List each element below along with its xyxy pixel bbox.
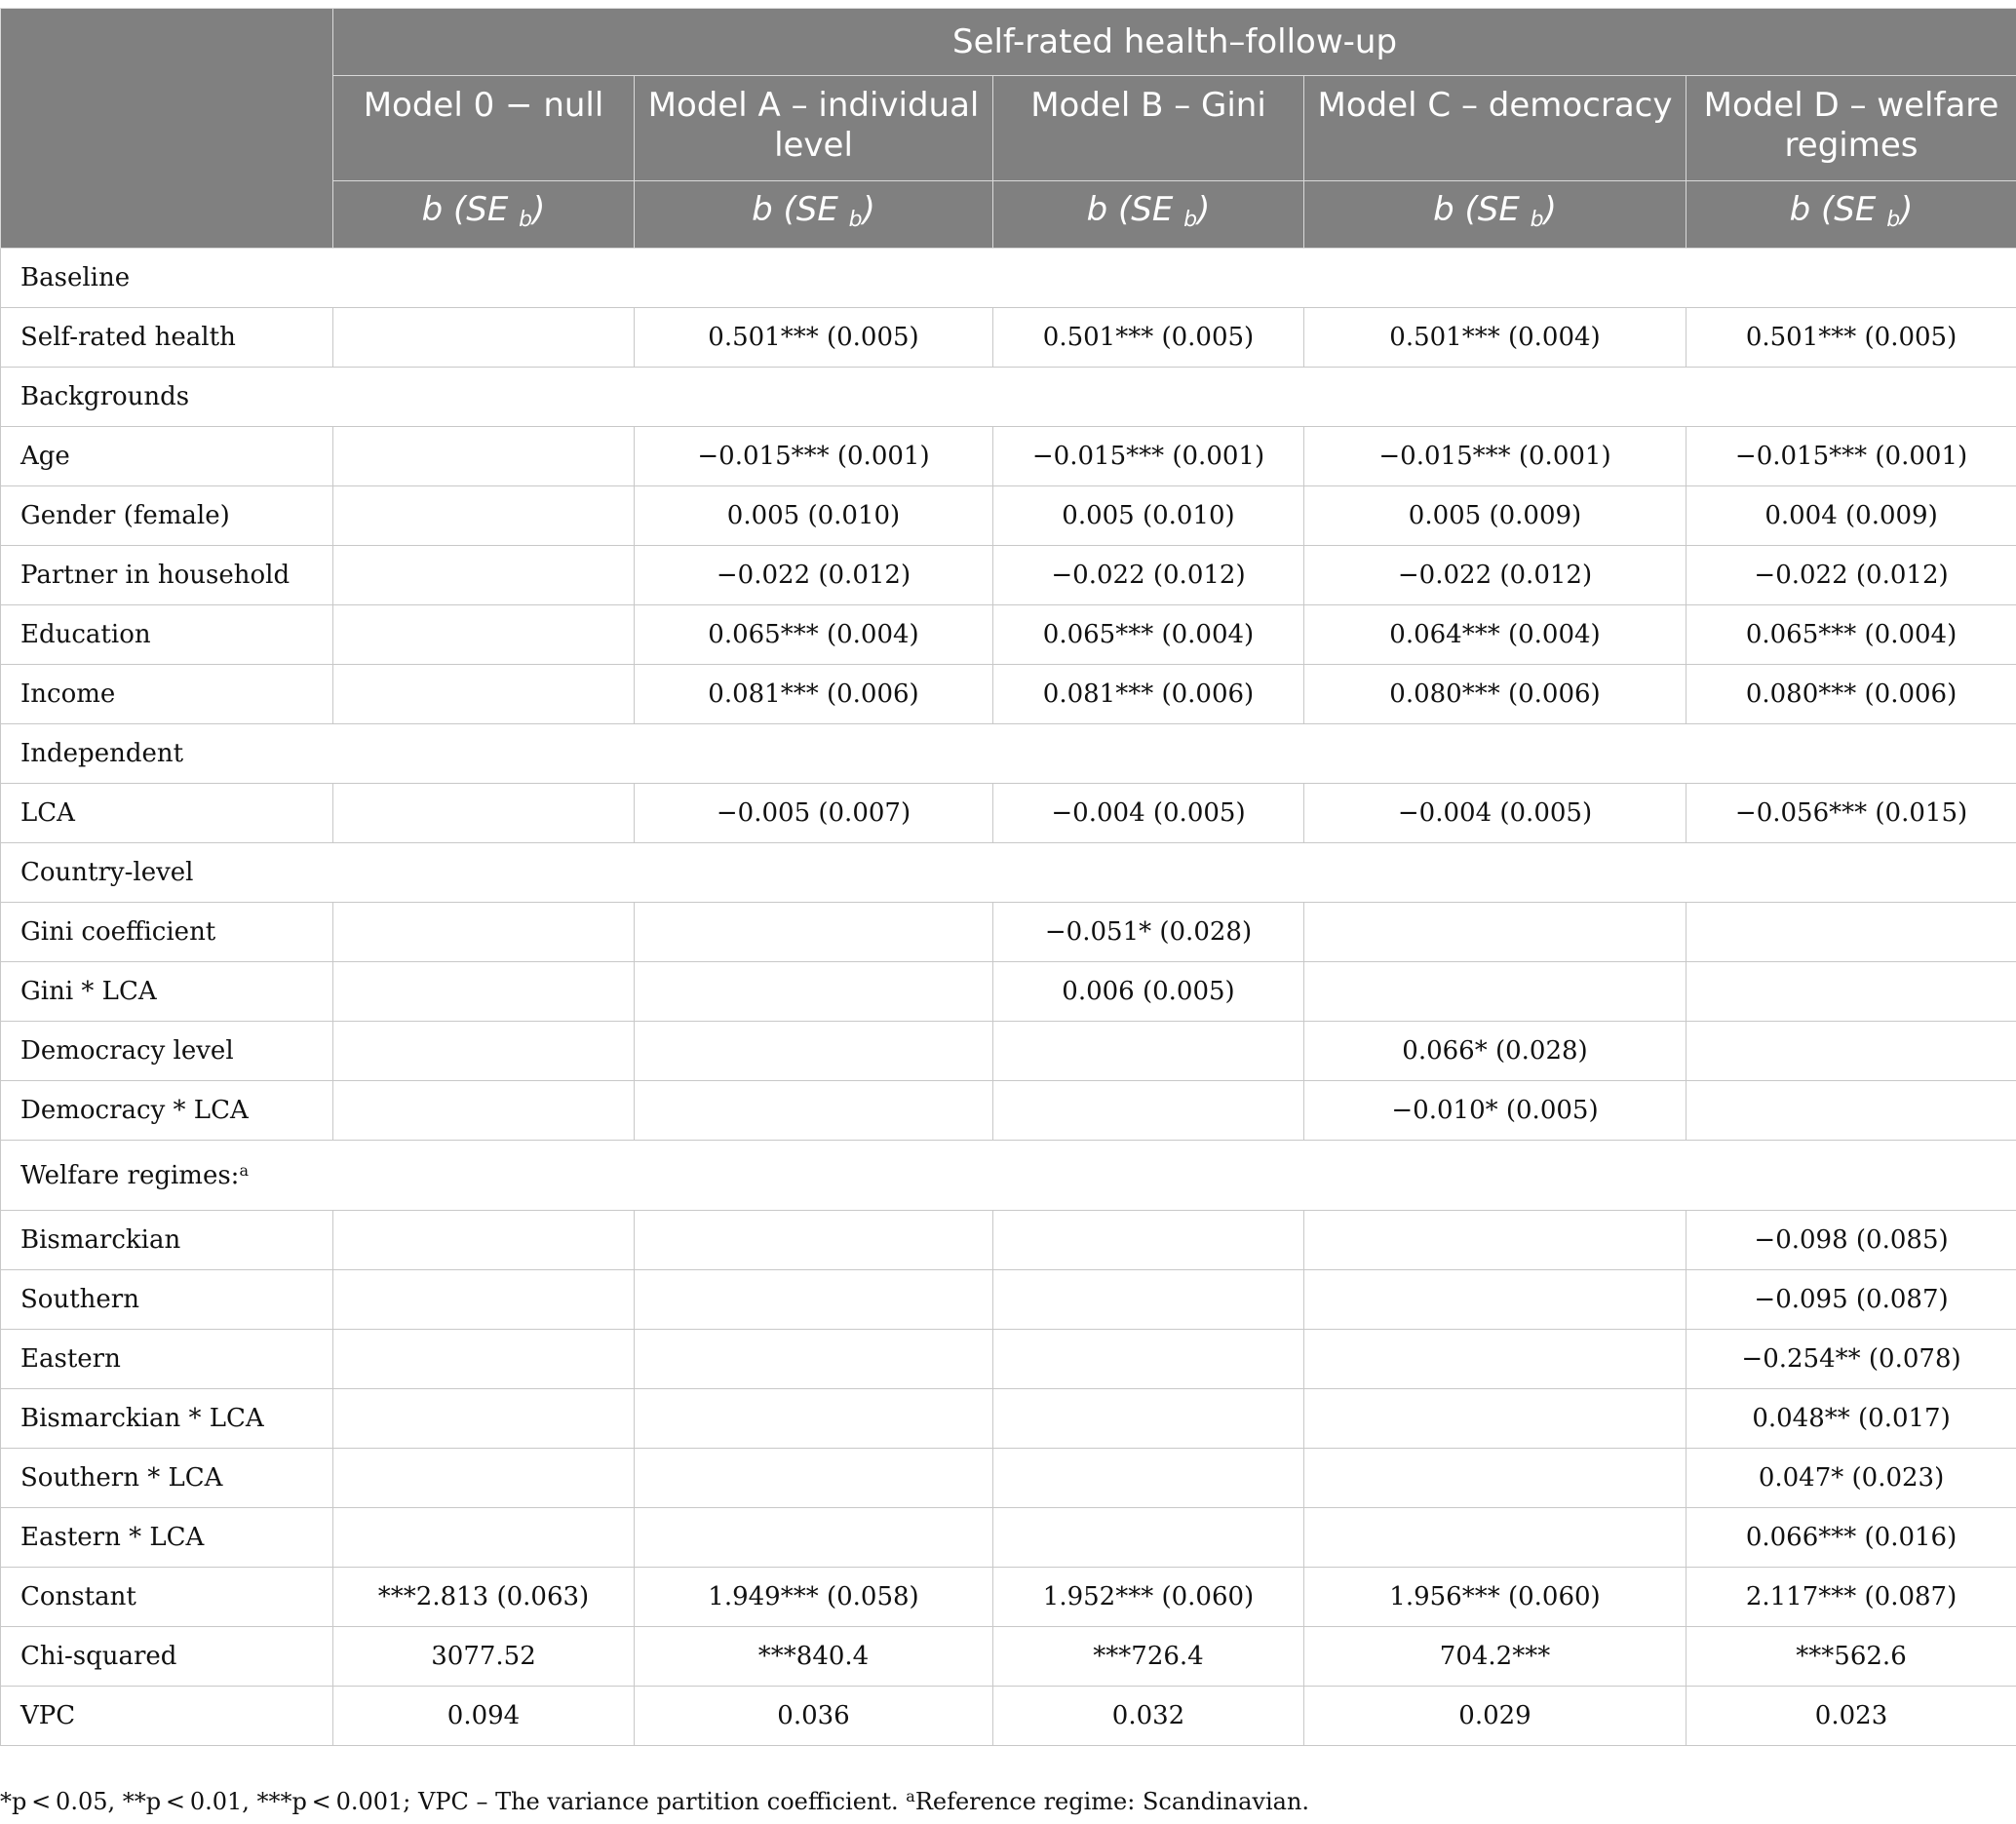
- table-cell: 0.080*** (0.006): [1304, 665, 1686, 724]
- table-row: [1, 546, 2016, 605]
- row-label: Gini coefficient: [1, 903, 333, 962]
- table-cell: [1686, 1022, 2016, 1081]
- table-cell: [993, 1508, 1304, 1568]
- table-cell: ***726.4: [993, 1627, 1304, 1687]
- section-label-text: Welfare regimes:: [20, 1160, 240, 1190]
- header-model-d: Model D – welfare regimes: [1686, 76, 2016, 181]
- stat-b: b: [752, 189, 773, 229]
- table-cell: 0.066*** (0.016): [1686, 1508, 2016, 1568]
- table-cell: [333, 1270, 635, 1330]
- table-cell: 0.006 (0.005): [993, 962, 1304, 1022]
- row-label: Eastern: [1, 1330, 333, 1389]
- table-cell: [333, 1389, 635, 1449]
- stat-b: b: [1433, 189, 1454, 229]
- table-cell: 0.005 (0.010): [993, 486, 1304, 546]
- table-row: [1, 1687, 2016, 1746]
- stat-se: SE: [795, 189, 838, 229]
- row-label: Southern * LCA: [1, 1449, 333, 1508]
- section-label-text: Baseline: [20, 263, 131, 292]
- row-label: Democracy level: [1, 1022, 333, 1081]
- table-cell: −0.010* (0.005): [1304, 1081, 1686, 1141]
- table-cell: 0.066* (0.028): [1304, 1022, 1686, 1081]
- section-label-text: Independent: [20, 739, 184, 768]
- table-cell: 0.081*** (0.006): [993, 665, 1304, 724]
- table-cell: −0.005 (0.007): [635, 784, 993, 843]
- table-cell: 0.081*** (0.006): [635, 665, 993, 724]
- table-row: [1, 1211, 2016, 1270]
- header-stat-cell: b (SE $_b$): [1686, 181, 2016, 249]
- table-cell: −0.022 (0.012): [635, 546, 993, 605]
- stat-b: b: [421, 189, 444, 229]
- table-cell: [333, 1508, 635, 1568]
- table-row: [1, 1081, 2016, 1141]
- stat-se: SE: [1834, 189, 1877, 229]
- table-cell: −0.022 (0.012): [993, 546, 1304, 605]
- table-row: [1, 1449, 2016, 1508]
- table-cell: [333, 308, 635, 368]
- table-cell: −0.015*** (0.001): [993, 427, 1304, 486]
- table-row: [1, 1330, 2016, 1389]
- table-cell: 0.005 (0.009): [1304, 486, 1686, 546]
- table-row: [1, 1389, 2016, 1449]
- row-label: Gini * LCA: [1, 962, 333, 1022]
- table-row: [1, 665, 2016, 724]
- table-cell: [993, 1211, 1304, 1270]
- stat-se-subscript: b: [1886, 207, 1901, 232]
- table-row: [1, 1627, 2016, 1687]
- table-cell: −0.004 (0.005): [1304, 784, 1686, 843]
- row-label: Age: [1, 427, 333, 486]
- table-cell: [333, 665, 635, 724]
- table-cell: 1.952*** (0.060): [993, 1568, 1304, 1627]
- table-row: [1, 1568, 2016, 1627]
- row-label: Constant: [1, 1568, 333, 1627]
- table-cell: [333, 486, 635, 546]
- header-model-a: Model A – individual level: [635, 76, 993, 181]
- table-cell: 0.004 (0.009): [1686, 486, 2016, 546]
- table-cell: 0.048** (0.017): [1686, 1389, 2016, 1449]
- table-cell: 0.501*** (0.005): [1686, 308, 2016, 368]
- table-cell: [993, 1389, 1304, 1449]
- table-row: [1, 1508, 2016, 1568]
- table-cell: [333, 1330, 635, 1389]
- stat-se-subscript: b: [1183, 207, 1198, 232]
- table-cell: 0.023: [1686, 1687, 2016, 1746]
- table-row: [1, 903, 2016, 962]
- section-label: [1, 1141, 2016, 1211]
- table-cell: [333, 962, 635, 1022]
- table-cell: 704.2***: [1304, 1627, 1686, 1687]
- table-cell: [333, 903, 635, 962]
- table-cell: 0.501*** (0.005): [993, 308, 1304, 368]
- row-label: Self-rated health: [1, 308, 333, 368]
- table-cell: [635, 1081, 993, 1141]
- table-cell: [635, 903, 993, 962]
- table-cell: [333, 546, 635, 605]
- table-cell: [1686, 1081, 2016, 1141]
- table-cell: [333, 1022, 635, 1081]
- section-label: [1, 724, 2016, 784]
- table-cell: [993, 1270, 1304, 1330]
- table-cell: [1304, 1211, 1686, 1270]
- footnote-superscript: a: [906, 1787, 915, 1805]
- table-cell: [333, 1211, 635, 1270]
- stat-se: SE: [1131, 189, 1174, 229]
- table-row: [1, 427, 2016, 486]
- table-cell: [635, 1389, 993, 1449]
- table-cell: [1304, 1330, 1686, 1389]
- header-model-b: Model B – Gini: [993, 76, 1304, 181]
- stat-se-subscript: b: [848, 207, 863, 232]
- table-cell: [333, 427, 635, 486]
- table-header: [1, 9, 2016, 249]
- stat-se-subscript: b: [519, 207, 533, 232]
- stat-se: SE: [1477, 189, 1520, 229]
- table-cell: [333, 605, 635, 665]
- footnote-text: *p < 0.05, **p < 0.01, ***p < 0.001; VPC – The variance partition coefficient.: [0, 1788, 907, 1815]
- row-label: VPC: [1, 1687, 333, 1746]
- table-row: [1, 1270, 2016, 1330]
- table-cell: 0.064*** (0.004): [1304, 605, 1686, 665]
- table-cell: −0.004 (0.005): [993, 784, 1304, 843]
- table-cell: −0.254** (0.078): [1686, 1330, 2016, 1389]
- table-cell: [1686, 903, 2016, 962]
- table-cell: 0.005 (0.010): [635, 486, 993, 546]
- header-stat-cell: b (SE $_b$): [1304, 181, 1686, 249]
- table-row: [1, 605, 2016, 665]
- section-label: [1, 249, 2016, 308]
- section-label: [1, 843, 2016, 903]
- table-cell: [1304, 1270, 1686, 1330]
- stat-b: b: [1086, 189, 1108, 229]
- section-row: [1, 368, 2016, 427]
- table-row: [1, 308, 2016, 368]
- table-cell: [333, 784, 635, 843]
- section-label-superscript: a: [239, 1160, 249, 1180]
- table-row: [1, 1022, 2016, 1081]
- table-cell: [993, 1081, 1304, 1141]
- header-group-title: Self-rated health–follow-up: [333, 9, 2016, 76]
- header-model-0: Model 0 − null: [333, 76, 635, 181]
- table-cell: [635, 1449, 993, 1508]
- table-cell: [635, 1270, 993, 1330]
- row-label: Education: [1, 605, 333, 665]
- table-cell: [635, 1508, 993, 1568]
- table-cell: −0.022 (0.012): [1304, 546, 1686, 605]
- table-cell: [635, 1211, 993, 1270]
- table-row: [1, 486, 2016, 546]
- footnote-reference: Reference regime: Scandinavian.: [914, 1788, 1310, 1815]
- section-label-text: Backgrounds: [20, 382, 190, 411]
- row-label: Gender (female): [1, 486, 333, 546]
- header-corner-cell: [1, 9, 333, 249]
- table-cell: 0.047* (0.023): [1686, 1449, 2016, 1508]
- section-row: [1, 249, 2016, 308]
- table-body: [1, 249, 2016, 1746]
- table-cell: −0.015*** (0.001): [635, 427, 993, 486]
- table-row: [1, 962, 2016, 1022]
- row-label: Bismarckian: [1, 1211, 333, 1270]
- table-cell: ***840.4: [635, 1627, 993, 1687]
- header-model-c: Model C – democracy: [1304, 76, 1686, 181]
- row-label: Chi-squared: [1, 1627, 333, 1687]
- section-label: [1, 368, 2016, 427]
- table-cell: [635, 1022, 993, 1081]
- table-cell: 0.501*** (0.004): [1304, 308, 1686, 368]
- table-cell: 0.029: [1304, 1687, 1686, 1746]
- table-cell: −0.098 (0.085): [1686, 1211, 2016, 1270]
- table-cell: [1304, 962, 1686, 1022]
- row-label: Income: [1, 665, 333, 724]
- row-label: LCA: [1, 784, 333, 843]
- table-cell: ***562.6: [1686, 1627, 2016, 1687]
- table-cell: −0.015*** (0.001): [1686, 427, 2016, 486]
- table-cell: 0.501*** (0.005): [635, 308, 993, 368]
- table-cell: 1.956*** (0.060): [1304, 1568, 1686, 1627]
- header-stat-cell: b (SE $_b$): [993, 181, 1304, 249]
- table-cell: [993, 1022, 1304, 1081]
- table-cell: [333, 1449, 635, 1508]
- table-cell: [993, 1449, 1304, 1508]
- table-cell: −0.095 (0.087): [1686, 1270, 2016, 1330]
- regression-table-container: [0, 8, 2016, 1746]
- table-cell: 1.949*** (0.058): [635, 1568, 993, 1627]
- table-cell: [1304, 1449, 1686, 1508]
- table-cell: −0.056*** (0.015): [1686, 784, 2016, 843]
- header-stat-cell: b (SE $_b$): [635, 181, 993, 249]
- table-cell: [635, 1330, 993, 1389]
- table-cell: 0.032: [993, 1687, 1304, 1746]
- section-label-text: Country-level: [20, 858, 194, 887]
- table-cell: −0.022 (0.012): [1686, 546, 2016, 605]
- row-label: Bismarckian * LCA: [1, 1389, 333, 1449]
- table-cell: −0.051* (0.028): [993, 903, 1304, 962]
- section-row: [1, 724, 2016, 784]
- row-label: Partner in household: [1, 546, 333, 605]
- table-cell: [1304, 1508, 1686, 1568]
- section-row: [1, 1141, 2016, 1211]
- stat-se-subscript: b: [1530, 207, 1544, 232]
- table-cell: 3077.52: [333, 1627, 635, 1687]
- table-cell: ***2.813 (0.063): [333, 1568, 635, 1627]
- row-label: Southern: [1, 1270, 333, 1330]
- table-cell: 0.065*** (0.004): [993, 605, 1304, 665]
- table-cell: 2.117*** (0.087): [1686, 1568, 2016, 1627]
- table-cell: 0.065*** (0.004): [1686, 605, 2016, 665]
- row-label: Democracy * LCA: [1, 1081, 333, 1141]
- row-label: Eastern * LCA: [1, 1508, 333, 1568]
- regression-table: [0, 8, 2016, 1746]
- table-cell: −0.015*** (0.001): [1304, 427, 1686, 486]
- section-row: [1, 843, 2016, 903]
- table-cell: 0.036: [635, 1687, 993, 1746]
- table-cell: [333, 1081, 635, 1141]
- stat-se: SE: [466, 189, 509, 229]
- table-cell: 0.080*** (0.006): [1686, 665, 2016, 724]
- table-cell: 0.094: [333, 1687, 635, 1746]
- table-cell: [1304, 903, 1686, 962]
- table-cell: [635, 962, 993, 1022]
- table-cell: [1686, 962, 2016, 1022]
- table-cell: [993, 1330, 1304, 1389]
- table-cell: 0.065*** (0.004): [635, 605, 993, 665]
- table-row: [1, 784, 2016, 843]
- table-cell: [1304, 1389, 1686, 1449]
- header-stat-cell: b (SE $_b$): [333, 181, 635, 249]
- stat-b: b: [1789, 189, 1811, 229]
- table-footnote: [0, 1781, 2016, 1817]
